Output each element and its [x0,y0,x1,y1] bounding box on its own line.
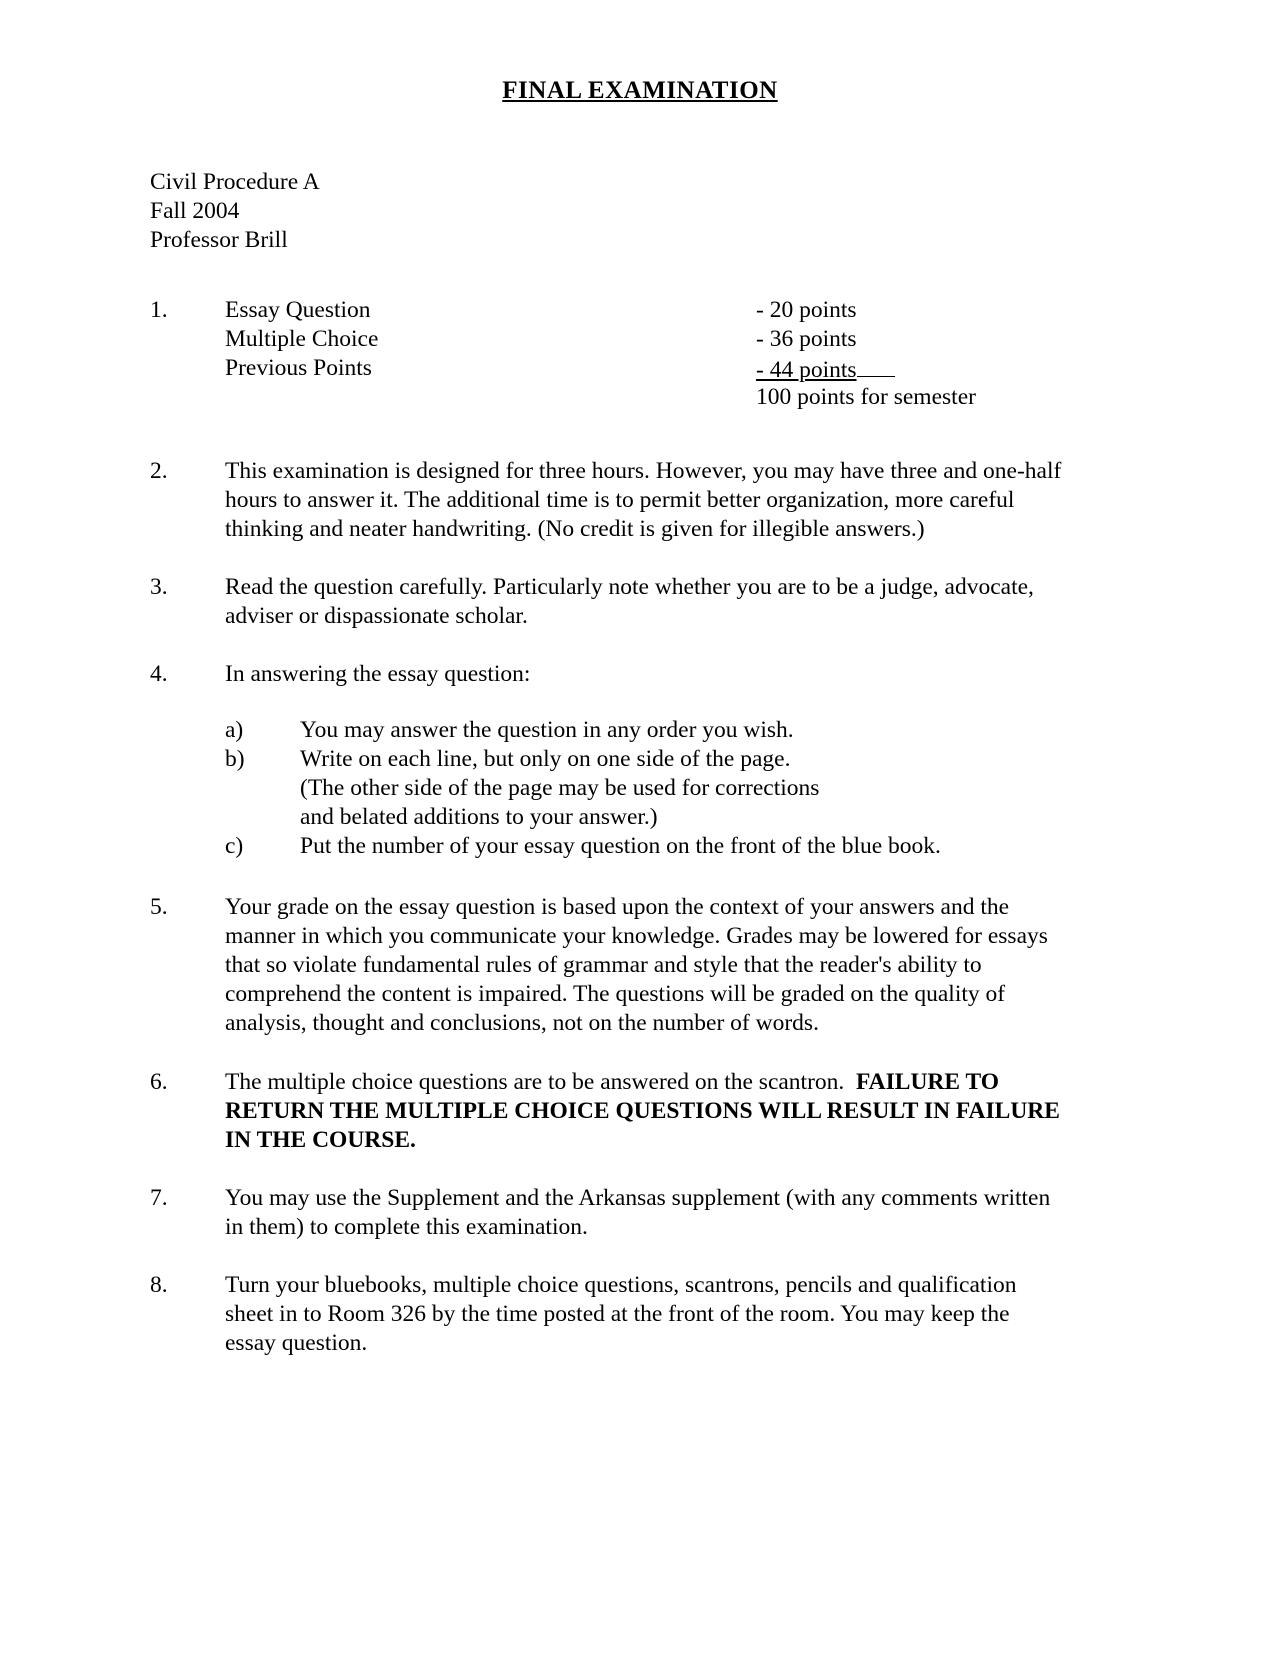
plain-text: The multiple choice questions are to be answered on the scantron. [225,1069,857,1095]
text-line: You may use the Supplement and the Arkansas supplement (with any comments written [225,1185,1051,1211]
text-line: This examination is designed for three hours. However, you may have three and one-half [225,458,1062,484]
sub-text [300,716,1150,745]
item-number: 6. [150,1069,168,1095]
points-row-previous [225,354,1150,383]
item-number: 2. [150,458,168,484]
item-number: 1. [150,297,168,323]
item-number: 3. [150,574,168,600]
text-line: You may answer the question in any order you wish. [300,717,794,743]
points-row-total [225,383,1150,412]
text-line: that so violate fundamental rules of grammar and style that the reader's ability to [225,952,982,978]
sub-item-c [225,832,1150,861]
sub-item-a [225,716,1150,745]
text-line: in them) to complete this examination. [225,1214,588,1240]
sub-letter: b) [225,746,245,772]
text-line: adviser or dispassionate scholar. [225,603,528,629]
text-line: comprehend the content is impaired. The questions will be graded on the quality of [225,981,1006,1007]
item-text [225,1068,1150,1155]
page-title: FINAL EXAMINATION [502,77,778,104]
text-line [225,1068,1150,1097]
item-number: 8. [150,1272,168,1298]
course-name: Civil Procedure A [150,169,320,195]
points-label: Multiple Choice [225,326,379,352]
points-total: 100 points for semester [756,384,976,410]
item-text [225,573,1150,631]
text-line: Put the number of your essay question on the front of the blue book. [300,833,941,859]
sub-letter: c) [225,833,244,859]
text-line: manner in which you communicate your knowledge. Grades may be lowered for essays [225,923,1048,949]
item-number: 7. [150,1185,168,1211]
item-text [225,1184,1150,1242]
points-value-underlined [756,354,895,385]
warning-text: FAILURE TO [856,1069,1000,1095]
text-line: Turn your bluebooks, multiple choice questions, scantrons, pencils and qualification [225,1272,1017,1298]
course-info [150,168,320,255]
text-line: Your grade on the essay question is based upon the context of your answers and the [225,894,1010,920]
item-text [225,893,1150,1038]
item-text [225,660,1150,861]
course-term: Fall 2004 [150,198,240,224]
text-line: essay question. [225,1330,368,1356]
text-line: hours to answer it. The additional time is to permit better organization, more careful [225,487,1015,513]
points-row-multiple-choice [225,325,1150,354]
course-professor: Professor Brill [150,227,288,253]
points-breakdown [225,296,1150,412]
text-line: In answering the essay question: [225,661,531,687]
text-line: Read the question carefully. Particularly note whether you are to be a judge, advocate, [225,574,1034,600]
item-number: 5. [150,894,168,920]
sub-letter: a) [225,717,244,743]
sub-item-b [225,745,1150,832]
text-line: thinking and neater handwriting. (No credit is given for illegible answers.) [225,516,925,542]
text-line: sheet in to Room 326 by the time posted at the front of the room. You may keep the [225,1301,1010,1327]
warning-text: IN THE COURSE. [225,1127,416,1153]
sub-text [300,745,1150,832]
points-label: Previous Points [225,355,372,381]
item-text [225,1271,1150,1358]
points-label: Essay Question [225,297,371,323]
points-value: - 20 points [756,297,857,323]
item-text [225,457,1150,544]
text-line: and belated additions to your answer.) [300,804,658,830]
underline-rule [857,354,895,377]
item-number: 4. [150,661,168,687]
text-line: analysis, thought and conclusions, not on the number of words. [225,1010,819,1036]
points-value: - 36 points [756,326,857,352]
points-row-essay [225,296,1150,325]
points-value-text: - 44 points [756,357,857,383]
text-line: (The other side of the page may be used for corrections [300,775,820,801]
sub-text [300,832,1150,861]
warning-text: RETURN THE MULTIPLE CHOICE QUESTIONS WILL RESULT IN FAILURE [225,1098,1060,1124]
text-line: Write on each line, but only on one side of the page. [300,746,791,772]
sub-list [225,716,1150,861]
